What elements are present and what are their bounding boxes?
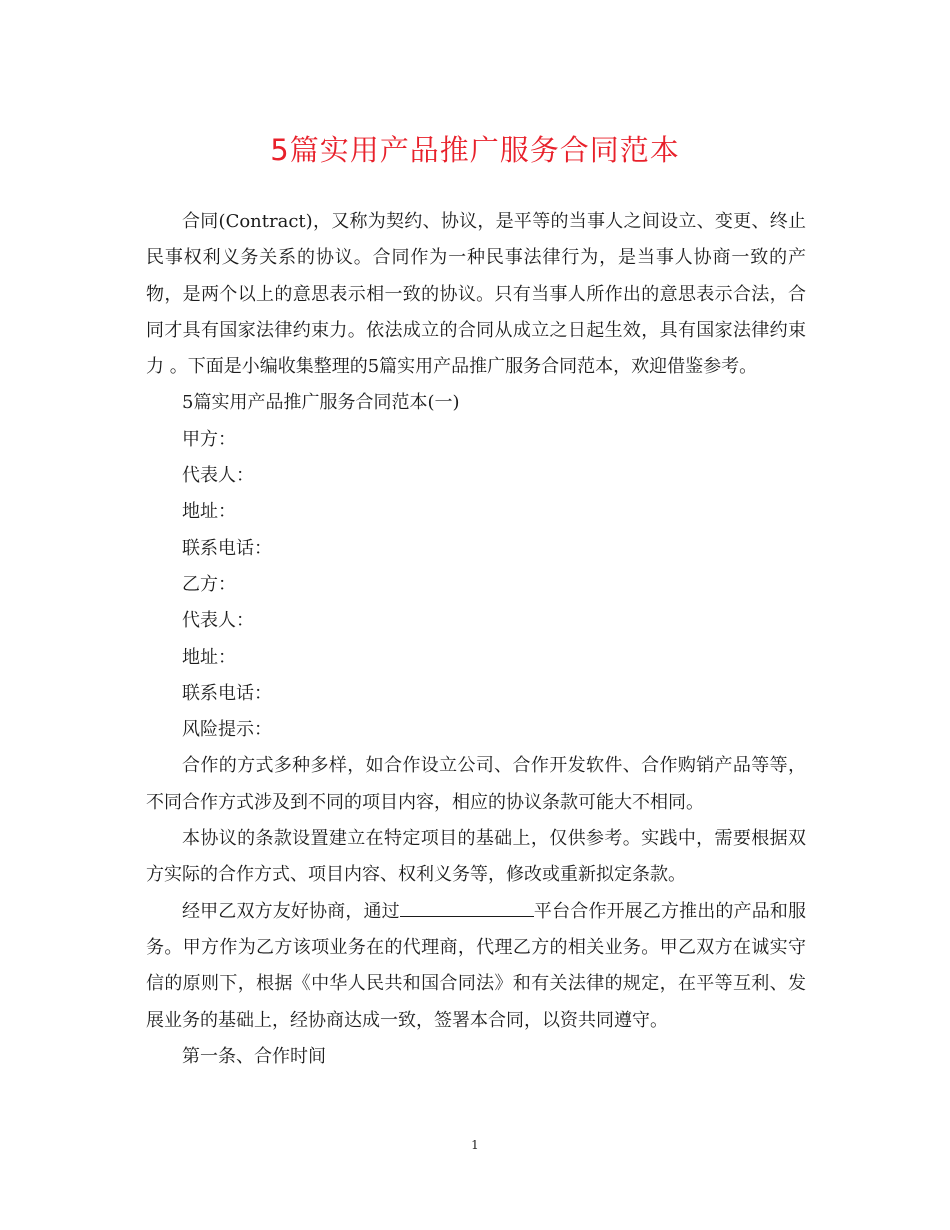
party-a-phone: 联系电话： [182, 537, 272, 559]
intro-paragraph: 合同(Contract)，又称为契约、协议，是平等的当事人之间设立、变更、终止民事权利义务关系的协议。合同作为一种民事法律行为，是当事人协商一致的产物，是两个以上的意思表示相一致的协议。只有当事人所作出的意思表示合法，合同才具有国家法律约束力。依法成立的合同从成立之日起生效，具有国家法律约束力 。下面是小编收集整理的5篇实用产品推广服务合同范本，欢迎借鉴参考。 [146, 211, 806, 378]
party-a-representative: 代表人： [182, 465, 254, 487]
agreement-text-before-blank: 经甲乙双方友好协商，通过 [182, 900, 400, 922]
section-heading: 5篇实用产品推广服务合同范本(一) [182, 392, 460, 414]
party-b-label: 乙方： [182, 573, 236, 595]
platform-blank-line [400, 896, 534, 917]
risk-label: 风险提示： [182, 719, 272, 741]
agreement-paragraph [146, 894, 806, 1039]
risk-paragraph-1: 合作的方式多种多样，如合作设立公司、合作开发软件、合作购销产品等等，不同合作方式涉及到不同的项目内容，相应的协议条款可能大不相同。 [146, 755, 806, 813]
party-a-address: 地址： [182, 501, 236, 523]
risk-paragraph-2: 本协议的条款设置建立在特定项目的基础上，仅供参考。实践中，需要根据双方实际的合作方式、项目内容、权利义务等，修改或重新拟定条款。 [146, 828, 806, 886]
party-b-address: 地址： [182, 646, 236, 668]
page-number: 1 [471, 1138, 479, 1152]
party-b-representative: 代表人： [182, 610, 254, 632]
party-b-phone: 联系电话： [182, 682, 272, 704]
party-a-label: 甲方： [182, 428, 236, 450]
article-1-heading: 第一条、合作时间 [182, 1045, 326, 1067]
agreement-text-after-blank: 平台合作开展乙方推出的产品和服务。甲方作为乙方该项业务在的代理商，代理乙方的相关业务。甲乙双方在诚实守信的原则下，根据《中华人民共和国合同法》和有关法律的规定，在平等互利、发展业务的基础上，经协商达成一致，签署本合同，以资共同遵守。 [146, 900, 807, 1031]
document-body [146, 204, 806, 1075]
document-title: 5篇实用产品推广服务合同范本 [270, 133, 680, 167]
